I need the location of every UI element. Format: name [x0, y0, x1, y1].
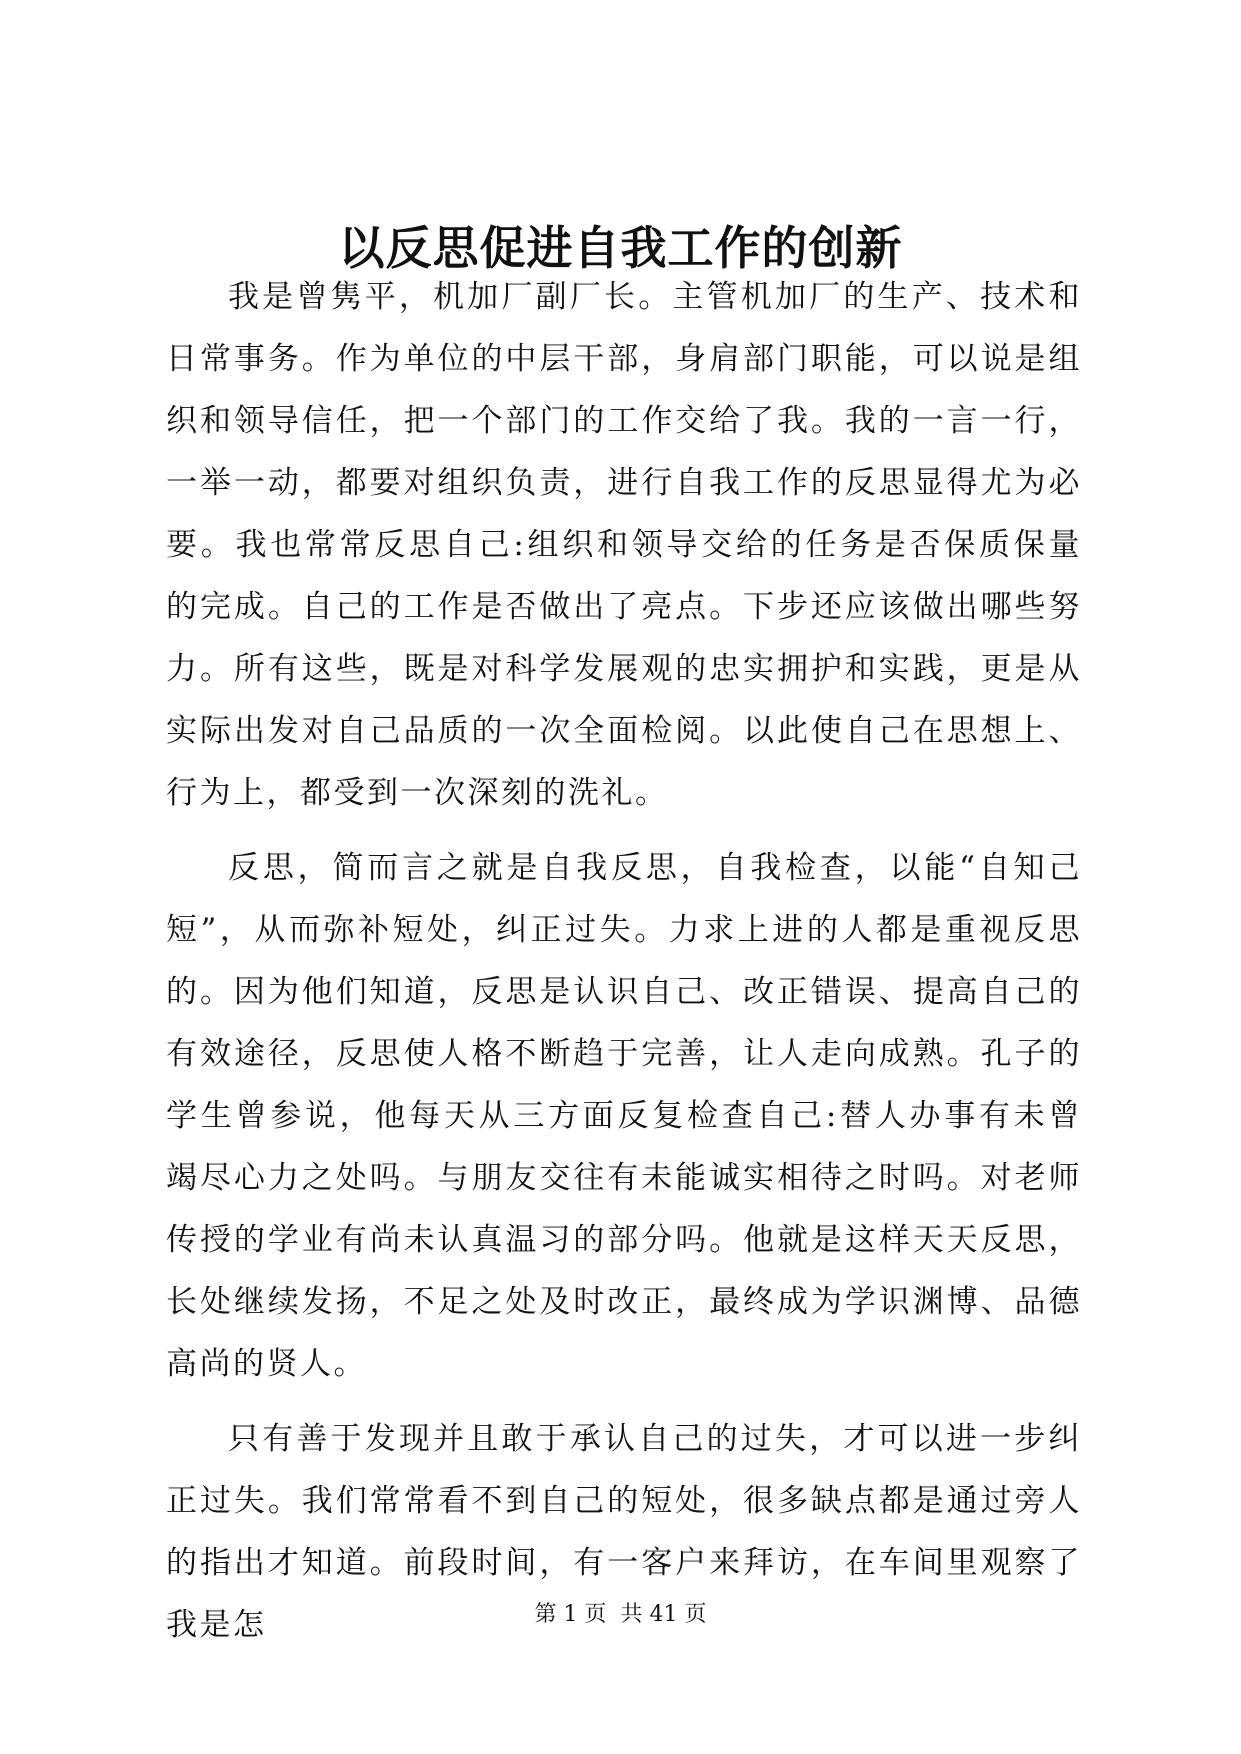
- paragraph-2: 反思，简而言之就是自我反思，自我检查，以能“自知己短”，从而弥补短处，纠正过失。力求上进的人都是重视反思的。因为他们知道，反思是认识自己、改正错误、提高自己的有效途径，反思使人格不断趋于完善，让人走向成熟。孔子的学生曾参说，他每天从三方面反复检查自己:替人办事有未曾竭尽心力之处吗。与朋友交往有未能诚实相待之时吗。对老师传授的学业有尚未认真温习的部分吗。他就是这样天天反思，长处继续发扬，不足之处及时改正，最终成为学识渊博、品德高尚的贤人。: [166, 850, 1082, 1382]
- page-footer: [0, 1600, 1241, 1630]
- page-title: 以反思促进自我工作的创新: [338, 221, 903, 275]
- paragraph-3: 只有善于发现并且敢于承认自己的过失，才可以进一步纠正过失。我们常常看不到自己的短处，很多缺点都是通过旁人的指出才知道。前段时间，有一客户来拜访，在车间里观察了我是怎: [166, 1421, 1082, 1643]
- page-number-label: 第 1 页 共 41 页: [534, 1602, 707, 1627]
- paragraph-1: 我是曾隽平，机加厂副厂长。主管机加厂的生产、技术和日常事务。作为单位的中层干部，身肩部门职能，可以说是组织和领导信任，把一个部门的工作交给了我。我的一言一行，一举一动，都要对组织负责，进行自我工作的反思显得尤为必要。我也常常反思自己:组织和领导交给的任务是否保质保量的完成。自己的工作是否做出了亮点。下步还应该做出哪些努力。所有这些，既是对科学发展观的忠实拥护和实践，更是从实际出发对自己品质的一次全面检阅。以此使自己在思想上、行为上，都受到一次深刻的洗礼。: [166, 279, 1082, 811]
- document-body: [166, 266, 1082, 1656]
